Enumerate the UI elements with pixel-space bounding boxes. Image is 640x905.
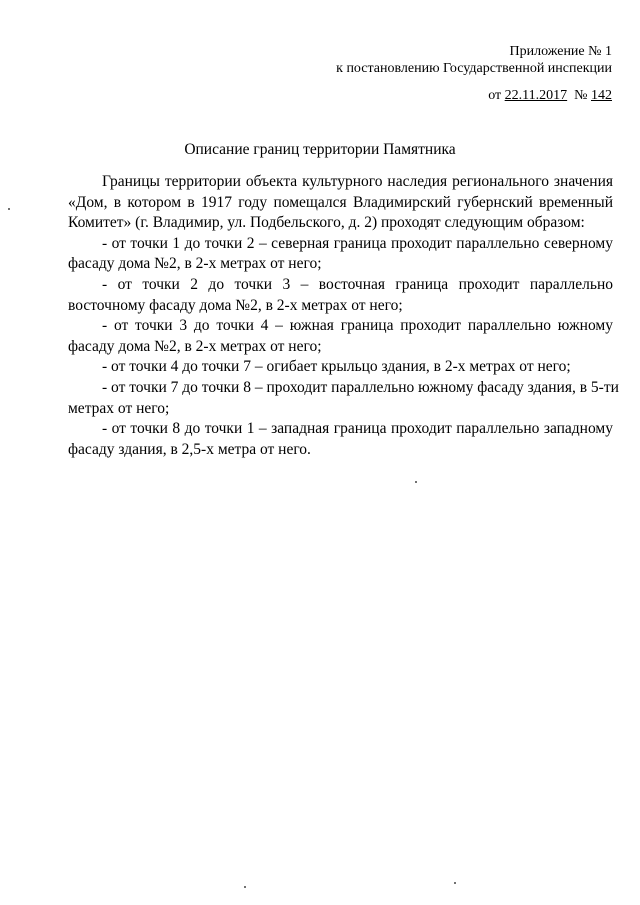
paragraph-line: - от точки 4 до точки 7 – огибает крыльцо здания, в 2-х метрах от него;	[102, 358, 571, 376]
scan-speck	[244, 886, 246, 888]
paragraph-line: восточному фасаду дома №2, в 2-х метрах от него;	[68, 296, 403, 314]
date-prefix: от	[488, 88, 505, 103]
paragraph-line: - от точки 1 до точки 2 – северная граница проходит параллельно северному	[102, 234, 613, 252]
appendix-header	[336, 43, 612, 77]
document-number: 142	[591, 88, 612, 103]
date-number-line	[488, 88, 612, 104]
boundary-description	[68, 172, 619, 460]
paragraph-line: - от точки 7 до точки 8 – проходит параллельно южному фасаду здания, в 5-ти	[102, 378, 619, 396]
paragraph-line: метрах от него;	[68, 399, 170, 417]
appendix-number: Приложение № 1	[509, 44, 612, 59]
paragraph-line: - от точки 2 до точки 3 – восточная граница проходит параллельно	[102, 275, 613, 293]
paragraph-line: фасаду дома №2, в 2-х метрах от него;	[68, 255, 322, 273]
scan-speck	[415, 481, 417, 483]
page-title: Описание границ территории Памятника	[184, 141, 456, 158]
paragraph-line: фасаду дома №2, в 2-х метрах от него;	[68, 337, 322, 355]
resolution-reference: к постановлению Государственной инспекции	[336, 61, 612, 76]
number-prefix: №	[567, 88, 591, 103]
paragraph-line: Границы территории объекта культурного наследия регионального значения	[102, 173, 613, 190]
scan-speck	[8, 208, 10, 210]
paragraph-line: - от точки 3 до точки 4 – южная граница проходит параллельно южному	[102, 317, 613, 335]
paragraph-line: «Дом, в котором в 1917 году помещался Владимирский губернский временный	[68, 193, 613, 211]
document-date: 22.11.2017	[504, 88, 568, 103]
paragraph-line: - от точки 8 до точки 1 – западная граница проходит параллельно западному	[102, 420, 613, 438]
paragraph-line: Комитет» (г. Владимир, ул. Подбельского, д. 2) проходят следующим образом:	[68, 214, 585, 232]
scan-speck	[454, 882, 456, 884]
paragraph-line: фасаду здания, в 2,5-х метра от него.	[68, 440, 311, 458]
